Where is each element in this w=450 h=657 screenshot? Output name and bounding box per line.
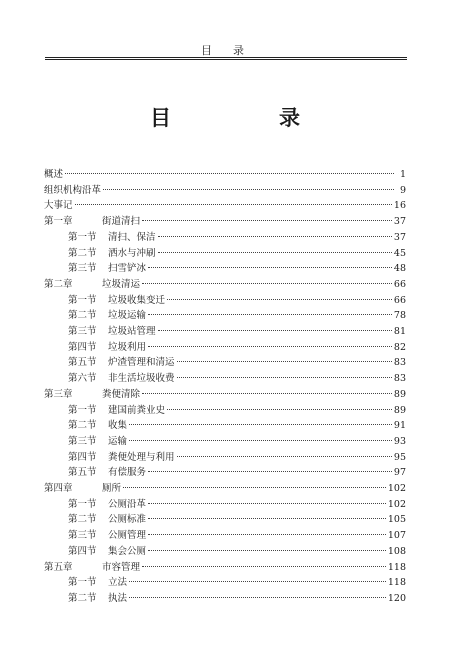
toc-title: 市容管理 bbox=[102, 561, 141, 573]
toc-title: 集会公厕 bbox=[108, 545, 147, 557]
toc-title: 非生活垃圾收费 bbox=[108, 373, 175, 385]
dot-leader bbox=[148, 267, 392, 268]
toc-label bbox=[44, 215, 140, 229]
toc-label bbox=[44, 199, 73, 213]
toc-title: 垃圾站管理 bbox=[108, 326, 156, 337]
toc-chapter bbox=[44, 215, 406, 229]
toc-title: 垃圾清运 bbox=[102, 278, 141, 290]
dot-leader bbox=[177, 456, 392, 457]
toc-title: 组织机构沿革 bbox=[44, 184, 102, 196]
toc-title: 公厕管理 bbox=[108, 530, 147, 542]
toc-label bbox=[68, 592, 127, 606]
toc-chapter bbox=[44, 482, 406, 496]
toc-page-number: 93 bbox=[393, 435, 406, 447]
dot-leader bbox=[129, 440, 392, 441]
toc-label bbox=[68, 262, 146, 276]
toc-number: 第四节 bbox=[68, 545, 97, 557]
toc-page-number: 66 bbox=[393, 294, 406, 306]
toc-label bbox=[68, 545, 146, 559]
toc-page-number: 107 bbox=[387, 530, 406, 542]
toc-page-number: 37 bbox=[393, 231, 406, 243]
toc-section bbox=[68, 325, 406, 339]
dot-leader bbox=[177, 377, 392, 378]
dot-leader bbox=[148, 471, 392, 472]
toc-number: 第四节 bbox=[68, 451, 97, 463]
toc-title: 概述 bbox=[44, 169, 64, 180]
dot-leader bbox=[148, 346, 392, 347]
dot-leader bbox=[148, 503, 386, 504]
toc-number: 第四章 bbox=[44, 483, 73, 494]
toc-number: 第三章 bbox=[44, 388, 73, 400]
dot-leader bbox=[142, 566, 386, 567]
toc-page-number: 45 bbox=[393, 247, 406, 259]
toc-section bbox=[68, 372, 406, 386]
toc-section bbox=[68, 435, 406, 449]
toc-title: 街道清扫 bbox=[102, 216, 141, 228]
dot-leader bbox=[129, 597, 386, 598]
dot-leader bbox=[167, 299, 392, 300]
dot-leader bbox=[158, 252, 392, 253]
toc-number: 第三节 bbox=[68, 263, 97, 275]
toc-page-number: 81 bbox=[393, 326, 406, 337]
toc-title: 立法 bbox=[108, 577, 128, 589]
toc-title: 建国前粪业史 bbox=[108, 404, 166, 416]
toc-section bbox=[68, 466, 406, 480]
toc-section bbox=[68, 592, 406, 606]
toc-title: 公厕标准 bbox=[108, 514, 147, 526]
toc-number: 第三节 bbox=[68, 435, 97, 447]
toc-section bbox=[68, 404, 406, 418]
toc-number: 第四节 bbox=[68, 341, 97, 353]
toc-label bbox=[44, 184, 101, 198]
toc-chapter bbox=[44, 388, 406, 402]
toc-title: 粪便清除 bbox=[102, 388, 141, 400]
toc-number: 第一节 bbox=[68, 294, 97, 306]
toc-page-number: 108 bbox=[387, 545, 406, 557]
toc-page-number: 48 bbox=[393, 263, 406, 275]
toc-page-number: 78 bbox=[393, 310, 406, 322]
toc-section bbox=[68, 529, 406, 543]
toc-page-number: 82 bbox=[393, 341, 406, 353]
toc-label bbox=[68, 247, 156, 261]
toc-label bbox=[68, 498, 146, 512]
toc-label bbox=[68, 294, 165, 308]
toc-page-number: 89 bbox=[393, 404, 406, 416]
toc-title: 炉渣管理和清运 bbox=[108, 357, 175, 369]
toc-title: 粪便处理与利用 bbox=[108, 451, 175, 463]
toc-number: 第五节 bbox=[68, 467, 97, 479]
toc-title: 洒水与冲刷 bbox=[108, 247, 156, 259]
toc-page-number: 83 bbox=[393, 373, 406, 385]
toc-title: 收集 bbox=[108, 420, 128, 432]
toc-page-number: 118 bbox=[387, 577, 406, 589]
toc-title: 执法 bbox=[108, 592, 128, 604]
toc-section bbox=[68, 451, 406, 465]
dot-leader bbox=[148, 518, 386, 519]
toc-number: 第二节 bbox=[68, 420, 97, 432]
toc-number: 第五章 bbox=[44, 561, 73, 573]
toc-section bbox=[68, 309, 406, 323]
toc-label bbox=[44, 561, 140, 575]
toc-number: 第二节 bbox=[68, 310, 97, 322]
dot-leader bbox=[65, 173, 394, 174]
toc-label bbox=[44, 278, 140, 292]
toc-label bbox=[44, 168, 63, 182]
toc-page-number: 102 bbox=[387, 483, 406, 494]
toc-section bbox=[68, 545, 406, 559]
toc-label bbox=[68, 309, 146, 323]
dot-leader bbox=[142, 393, 392, 394]
header-rule-bottom bbox=[45, 59, 407, 60]
toc-page-number: 66 bbox=[393, 278, 406, 290]
toc-page-number: 91 bbox=[393, 420, 406, 432]
toc-label bbox=[68, 435, 127, 449]
toc-title: 垃圾运输 bbox=[108, 310, 147, 322]
toc-page-number: 102 bbox=[387, 498, 406, 510]
toc-section bbox=[68, 419, 406, 433]
toc-number: 第一节 bbox=[68, 577, 97, 589]
toc-entry bbox=[44, 168, 406, 182]
toc-title: 大事记 bbox=[44, 200, 73, 212]
dot-leader bbox=[75, 204, 392, 205]
toc-section bbox=[68, 262, 406, 276]
toc-title: 扫雪铲冰 bbox=[108, 263, 147, 275]
toc-section bbox=[68, 247, 406, 261]
toc-page-number: 37 bbox=[393, 216, 406, 228]
toc-page-number: 89 bbox=[393, 388, 406, 400]
toc-number: 第五节 bbox=[68, 357, 97, 369]
toc-section bbox=[68, 513, 406, 527]
toc-entry bbox=[44, 199, 406, 213]
toc-section bbox=[68, 341, 406, 355]
toc-label bbox=[68, 419, 127, 433]
toc-title: 有偿服务 bbox=[108, 467, 147, 479]
toc-number: 第二节 bbox=[68, 247, 97, 259]
dot-leader bbox=[142, 220, 392, 221]
toc-label bbox=[68, 356, 175, 370]
toc-number: 第一章 bbox=[44, 216, 73, 228]
toc-title: 清扫、保洁 bbox=[108, 231, 156, 243]
toc-page-number: 1 bbox=[399, 169, 406, 180]
toc-label bbox=[68, 513, 146, 527]
toc-number: 第一节 bbox=[68, 231, 97, 243]
toc-number: 第三节 bbox=[68, 530, 97, 542]
toc-label bbox=[68, 466, 146, 480]
toc-number: 第三节 bbox=[68, 326, 97, 337]
dot-leader bbox=[103, 189, 394, 190]
toc-section bbox=[68, 294, 406, 308]
toc-page-number: 118 bbox=[387, 561, 406, 573]
toc-label bbox=[68, 231, 156, 245]
dot-leader bbox=[148, 314, 392, 315]
toc-number: 第二节 bbox=[68, 592, 97, 604]
toc-page-number: 16 bbox=[393, 200, 406, 212]
toc-number: 第一节 bbox=[68, 498, 97, 510]
toc-title: 垃圾利用 bbox=[108, 341, 147, 353]
toc-section bbox=[68, 498, 406, 512]
toc-label bbox=[44, 482, 121, 496]
toc-number: 第二节 bbox=[68, 514, 97, 526]
toc-title: 运输 bbox=[108, 435, 128, 447]
toc-number: 第一节 bbox=[68, 404, 97, 416]
dot-leader bbox=[123, 487, 386, 488]
toc-label bbox=[68, 529, 146, 543]
toc-section bbox=[68, 356, 406, 370]
toc-number: 第二章 bbox=[44, 278, 73, 290]
dot-leader bbox=[129, 581, 386, 582]
dot-leader bbox=[158, 236, 392, 237]
dot-leader bbox=[167, 409, 392, 410]
toc-title: 公厕沿革 bbox=[108, 498, 147, 510]
toc-entry bbox=[44, 184, 406, 198]
toc-label bbox=[68, 325, 156, 339]
header-rule-top bbox=[45, 57, 407, 58]
running-header: 目 录 bbox=[201, 44, 249, 57]
toc-title: 厕所 bbox=[102, 483, 122, 494]
page-title: 目 录 bbox=[150, 105, 322, 130]
toc-label bbox=[68, 372, 175, 386]
toc-label bbox=[68, 576, 127, 590]
dot-leader bbox=[129, 424, 392, 425]
toc-label bbox=[68, 451, 175, 465]
toc-label bbox=[68, 404, 165, 418]
toc-section bbox=[68, 231, 406, 245]
toc-title: 垃圾收集变迁 bbox=[108, 294, 166, 306]
dot-leader bbox=[177, 361, 392, 362]
toc-page-number: 95 bbox=[393, 451, 406, 463]
toc-chapter bbox=[44, 561, 406, 575]
toc-page-number: 120 bbox=[387, 592, 406, 604]
toc-number: 第六节 bbox=[68, 373, 97, 385]
dot-leader bbox=[148, 550, 386, 551]
dot-leader bbox=[158, 330, 392, 331]
toc-page-number: 105 bbox=[387, 514, 406, 526]
dot-leader bbox=[142, 283, 392, 284]
toc-label bbox=[44, 388, 140, 402]
toc-page-number: 97 bbox=[393, 467, 406, 479]
toc-chapter bbox=[44, 278, 406, 292]
toc-page-number: 83 bbox=[393, 357, 406, 369]
toc-section bbox=[68, 576, 406, 590]
dot-leader bbox=[148, 534, 386, 535]
toc-label bbox=[68, 341, 146, 355]
toc-page-number: 9 bbox=[399, 184, 406, 196]
